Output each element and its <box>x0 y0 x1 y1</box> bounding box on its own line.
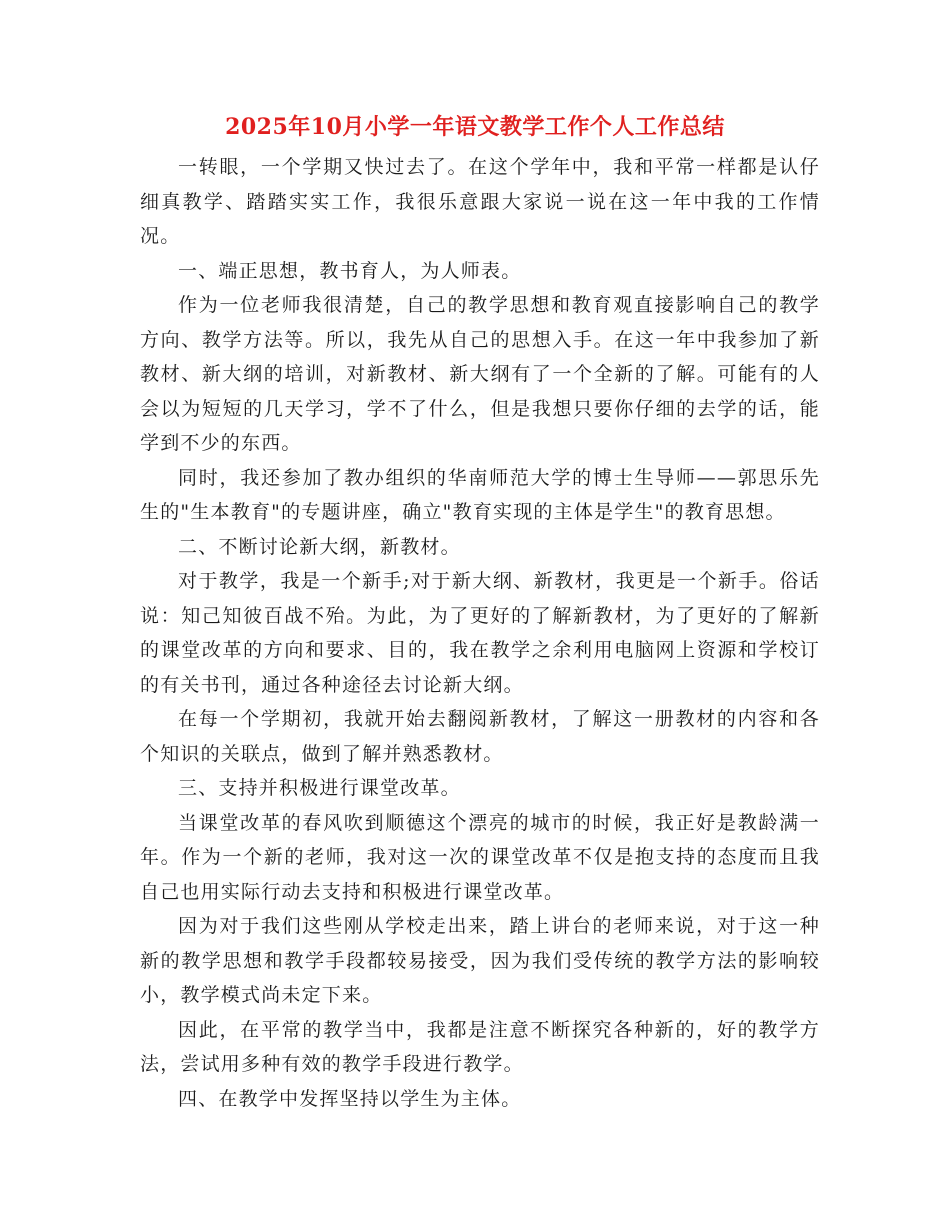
paragraph: 因此，在平常的教学当中，我都是注意不断探究各种新的，好的教学方法，尝试用多种有效的教学手段进行教学。 <box>140 1018 820 1075</box>
document-body <box>140 150 820 1116</box>
paragraph: 因为对于我们这些刚从学校走出来，踏上讲台的老师来说，对于这一种新的教学思想和教学手段都较易接受，因为我们受传统的教学方法的影响较小，教学模式尚未定下来。 <box>140 915 820 1006</box>
section-heading-4: 四、在教学中发挥坚持以学生为主体。 <box>178 1087 522 1110</box>
document-title: 2025年10月小学一年语文教学工作个人工作总结 <box>225 114 725 140</box>
paragraph: 同时，我还参加了教办组织的华南师范大学的博士生导师——郭思乐先生的"生本教育"的专题讲座，确立"教育实现的主体是学生"的教育思想。 <box>140 466 820 523</box>
paragraph: 作为一位老师我很清楚，自己的教学思想和教育观直接影响自己的教学方向、教学方法等。所以，我先从自己的思想入手。在这一年中我参加了新教材、新大纲的培训，对新教材、新大纲有了一个全新的了解。可能有的人会以为短短的几天学习，学不了什么，但是我想只要你仔细的去学的话，能学到不少的东西。 <box>140 294 820 454</box>
paragraph: 对于教学，我是一个新手;对于新大纲、新教材，我更是一个新手。俗话说：知己知彼百战不殆。为此，为了更好的了解新教材，为了更好的了解新的课堂改革的方向和要求、目的，我在教学之余利用电脑网上资源和学校订的有关书刊，通过各种途径去讨论新大纲。 <box>140 570 820 696</box>
paragraph-intro: 一转眼，一个学期又快过去了。在这个学年中，我和平常一样都是认仔细真教学、踏踏实实工作，我很乐意跟大家说一说在这一年中我的工作情况。 <box>140 156 820 247</box>
section-heading-3: 三、支持并积极进行课堂改革。 <box>178 777 461 799</box>
paragraph: 当课堂改革的春风吹到顺德这个漂亮的城市的时候，我正好是教龄满一年。作为一个新的老师，我对这一次的课堂改革不仅是抱支持的态度而且我自己也用实际行动去支持和积极进行课堂改革。 <box>140 811 820 903</box>
section-heading-2: 二、不断讨论新大纲，新教材。 <box>178 535 461 558</box>
paragraph: 在每一个学期初，我就开始去翻阅新教材，了解这一册教材的内容和各个知识的关联点，做到了解并熟悉教材。 <box>140 708 820 765</box>
section-heading-1: 一、端正思想，教书育人，为人师表。 <box>178 259 522 282</box>
